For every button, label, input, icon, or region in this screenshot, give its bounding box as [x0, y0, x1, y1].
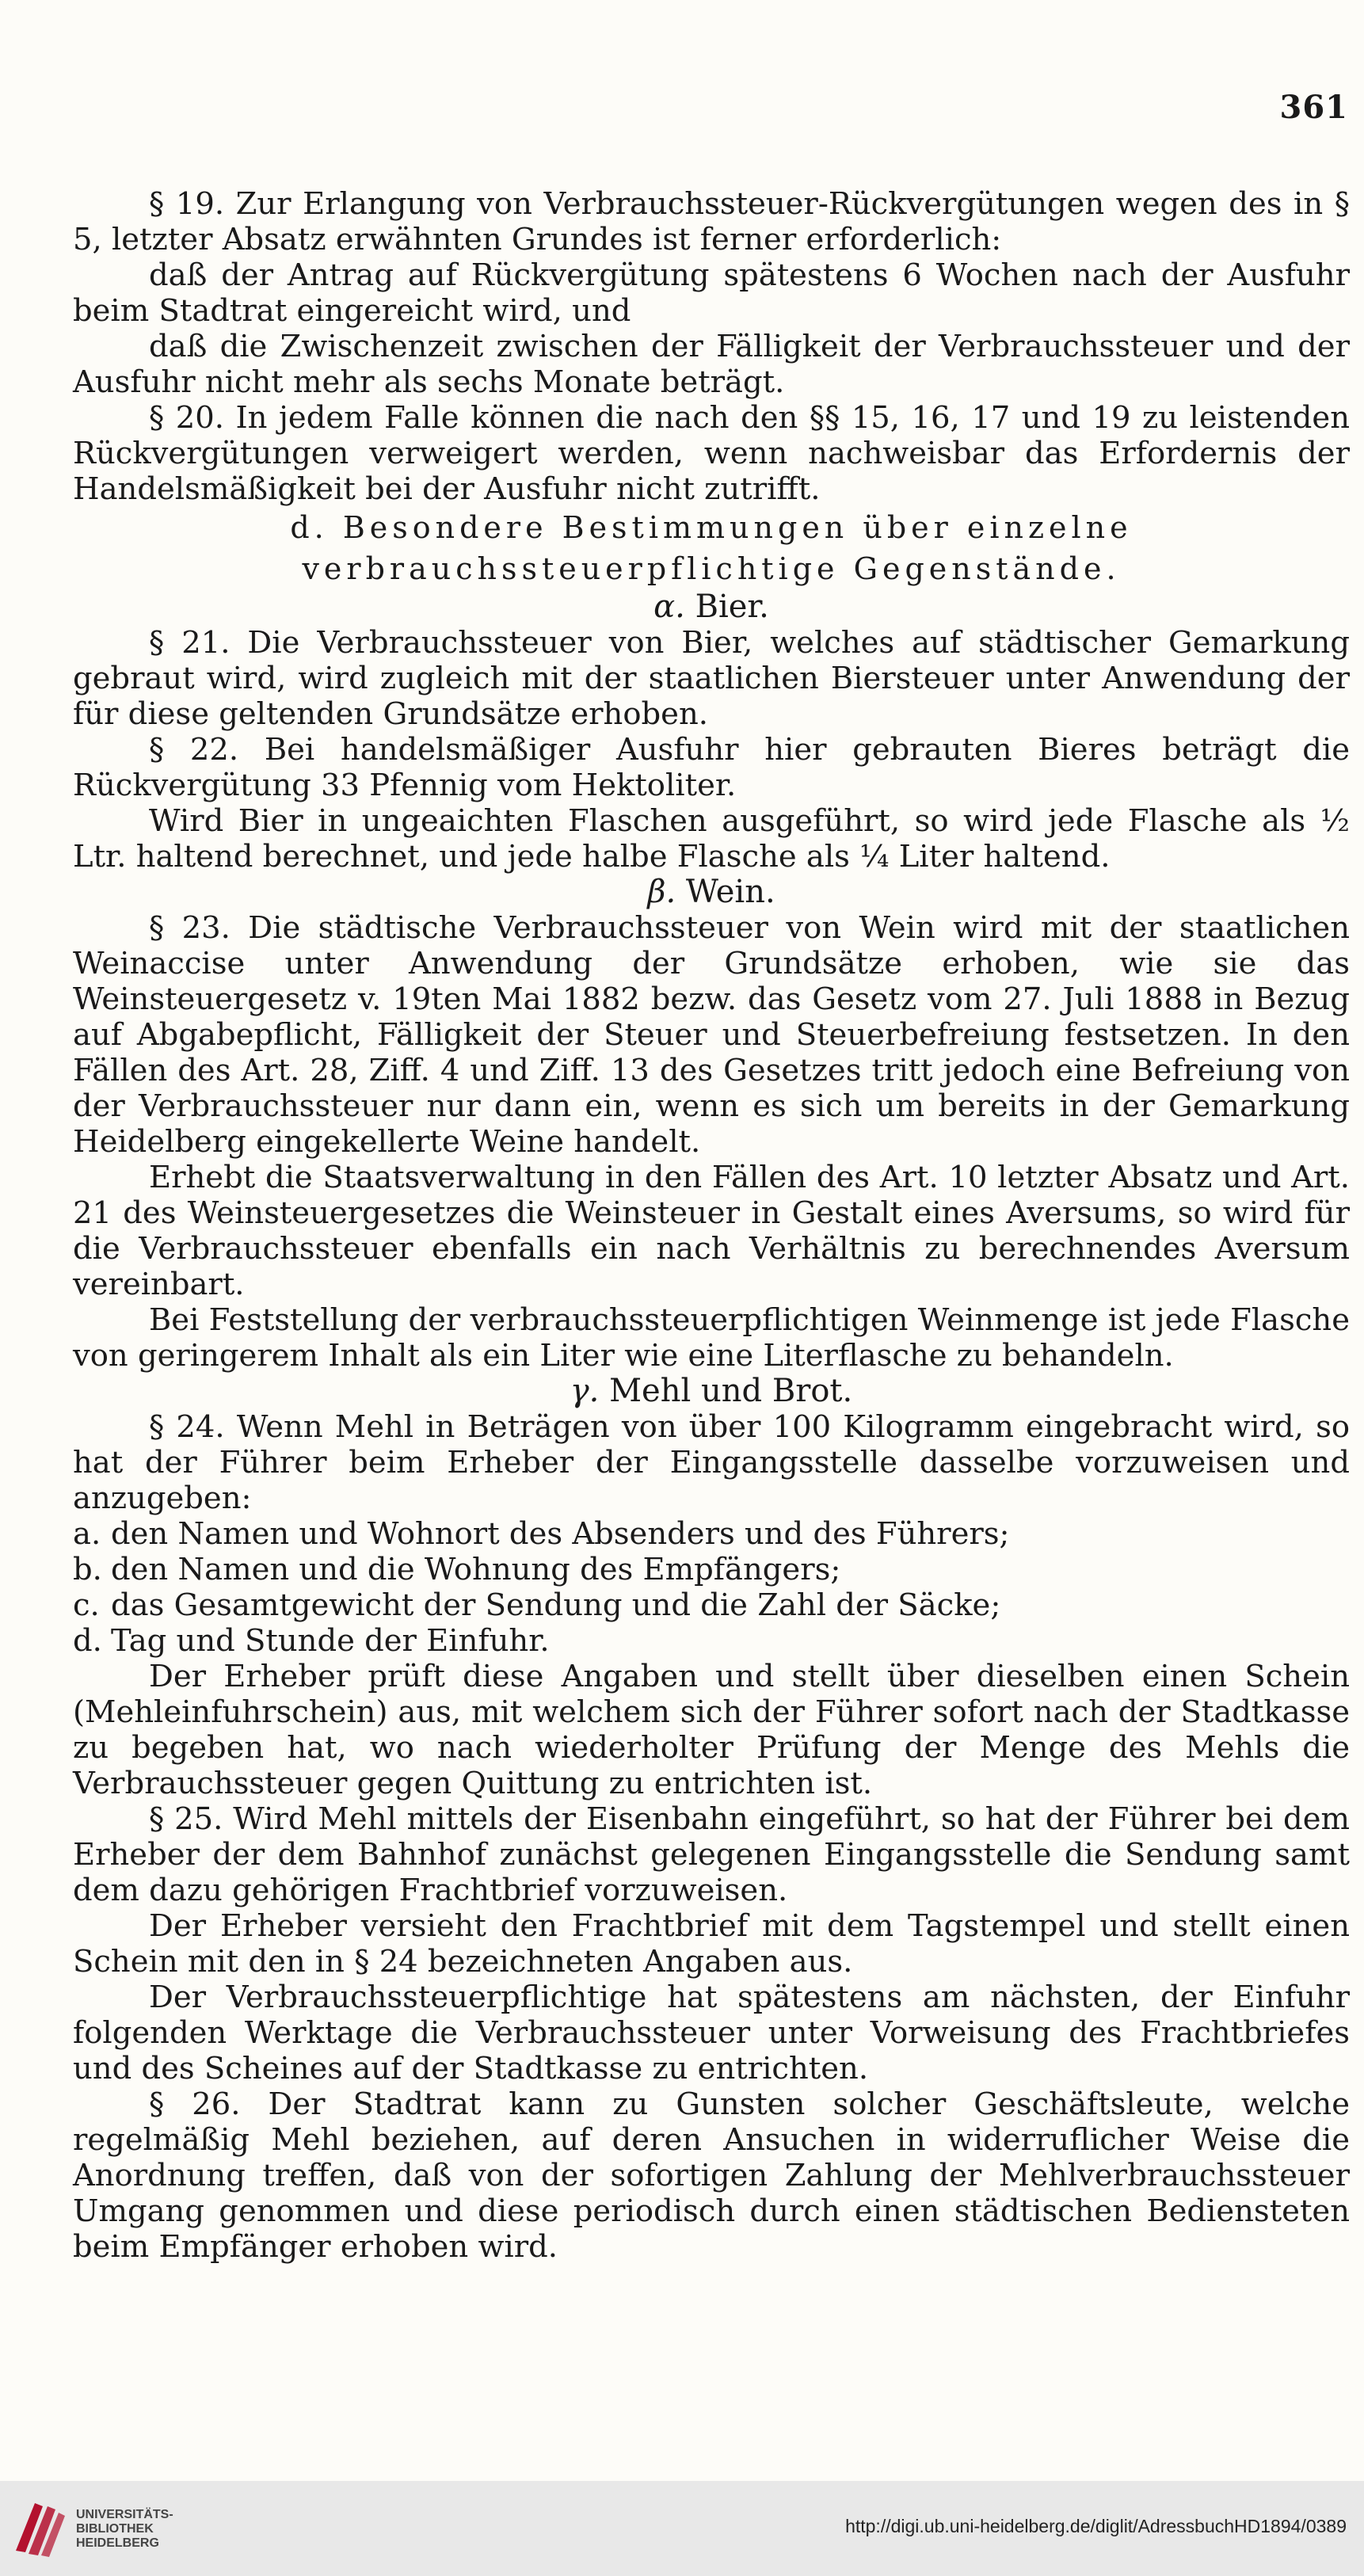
paragraph-25-final: Der Verbrauchssteuerpflichtige hat spätestens am nächsten, der Einfuhr folgenden Werktage die Verbrauchssteuer unter Vorweisung des Frachtbriefes und des Scheines auf der Stadtkasse zu entrichten.	[73, 1980, 1350, 2086]
document-body	[73, 186, 1350, 2265]
paragraph-22: § 22. Bei handelsmäßiger Ausfuhr hier gebrauten Bieres beträgt die Rückvergütung 33 Pfennig vom Hektoliter.	[73, 732, 1350, 803]
list-text: das Gesamtgewicht der Sendung und die Zahl der Säcke;	[111, 1587, 1001, 1623]
footer-bar	[0, 2481, 1364, 2576]
subheading-letter: γ.	[570, 1373, 600, 1409]
condition-1: daß der Antrag auf Rückvergütung spätestens 6 Wochen nach der Ausfuhr beim Stadtrat eingereicht wird, und	[73, 257, 1350, 329]
paragraph-21: § 21. Die Verbrauchssteuer von Bier, welches auf städtischer Gemarkung gebraut wird, wird zugleich mit der staatlichen Biersteuer unter Anwendung der für diese geltenden Grundsätze erhoben.	[73, 625, 1350, 732]
library-name: UNIVERSITÄTS- BIBLIOTHEK HEIDELBERG	[76, 2508, 173, 2550]
page-number: 361	[1279, 89, 1348, 126]
list-marker: d.	[73, 1623, 102, 1659]
paragraph-26: § 26. Der Stadtrat kann zu Gunsten solcher Geschäftsleute, welche regelmäßig Mehl beziehen, auf deren Ansuchen in widerruflicher Weise die Anordnung treffen, daß von der sofortigen Zahlung der Mehlverbrauchssteuer Umgang genommen und diese periodisch durch einen städtischen Bediensteten beim Empfänger erhoben wird.	[73, 2086, 1350, 2265]
paragraph-22-continued: Wird Bier in ungeaichten Flaschen ausgeführt, so wird jede Flasche als ½ Ltr. haltend berechnet, und jede halbe Flasche als ¼ Liter haltend.	[73, 803, 1350, 875]
paragraph-23: § 23. Die städtische Verbrauchssteuer von Wein wird mit der staatlichen Weinaccise unter Anwendung der Grundsätze erhoben, wie sie das Weinsteuergesetz v. 19ten Mai 1882 bezw. das Gesetz vom 27. Juli 1888 in Bezug auf Abgabepflicht, Fälligkeit der Steuer und Steuerbefreiung festsetzen. In den Fällen des Art. 28, Ziff. 4 und Ziff. 13 des Gesetzes tritt jedoch eine Befreiung von der Verbrauchssteuer nur dann ein, wenn es sich um bereits in der Gemarkung Heidelberg eingekellerte Weine handelt.	[73, 910, 1350, 1160]
subheading-mehl	[73, 1374, 1350, 1409]
list-marker: a.	[73, 1516, 101, 1552]
list-item	[73, 1516, 1350, 1552]
list-marker: b.	[73, 1552, 102, 1587]
list-item	[73, 1623, 1350, 1659]
paragraph-20: § 20. In jedem Falle können die nach den §§ 15, 16, 17 und 19 zu leistenden Rückvergütungen verweigert werden, wenn nachweisbar das Erfordernis der Handelsmäßigkeit bei der Ausfuhr nicht zutrifft.	[73, 400, 1350, 507]
source-url-link[interactable]: http://digi.ub.uni-heidelberg.de/diglit/AdressbuchHD1894/0389	[845, 2516, 1347, 2536]
list-text: den Namen und Wohnort des Absenders und des Führers;	[111, 1516, 1010, 1552]
list-text: den Namen und die Wohnung des Empfängers;	[111, 1552, 841, 1587]
paragraph-25-continued: Der Erheber versieht den Frachtbrief mit dem Tagstempel und stellt einen Schein mit den in § 24 bezeichneten Angaben aus.	[73, 1908, 1350, 1980]
list-item	[73, 1587, 1350, 1623]
subheading-letter: α.	[653, 589, 685, 625]
subheading-letter: β.	[647, 874, 676, 910]
library-logo-icon	[11, 2495, 68, 2559]
subheading-title: Wein.	[685, 874, 775, 910]
subheading-bier	[73, 589, 1350, 625]
paragraph-23-final: Bei Feststellung der verbrauchssteuerpflichtigen Weinmenge ist jede Flasche von geringerem Inhalt als ein Liter wie eine Literflasche zu behandeln.	[73, 1302, 1350, 1374]
list-marker: c.	[73, 1587, 100, 1623]
subheading-title: Mehl und Brot.	[609, 1373, 853, 1409]
section-heading-d: d. Besondere Bestimmungen über einzelne verbrauchssteuerpflichtige Gegenstände.	[290, 510, 1133, 586]
paragraph-23-continued: Erhebt die Staatsverwaltung in den Fällen des Art. 10 letzter Absatz und Art. 21 des Weinsteuergesetzes die Weinsteuer in Gestalt eines Aversums, so wird für die Verbrauchssteuer ebenfalls ein nach Verhältnis zu berechnendes Aversum vereinbart.	[73, 1160, 1350, 1302]
list-item	[73, 1552, 1350, 1587]
condition-2: daß die Zwischenzeit zwischen der Fälligkeit der Verbrauchssteuer und der Ausfuhr nicht mehr als sechs Monate beträgt.	[73, 329, 1350, 400]
list-text: Tag und Stunde der Einfuhr.	[111, 1623, 550, 1659]
subheading-wein	[73, 875, 1350, 910]
paragraph-19: § 19. Zur Erlangung von Verbrauchssteuer-Rückvergütungen wegen des in § 5, letzter Absatz erwähnten Grundes ist ferner erforderlich:	[73, 186, 1350, 257]
paragraph-24-continued: Der Erheber prüft diese Angaben und stellt über dieselben einen Schein (Mehleinfuhrschein) aus, mit welchem sich der Führer sofort nach der Stadtkasse zu begeben hat, wo nach wiederholter Prüfung der Menge des Mehls die Verbrauchssteuer gegen Quittung zu entrichten ist.	[73, 1659, 1350, 1801]
subheading-title: Bier.	[695, 589, 769, 625]
paragraph-24: § 24. Wenn Mehl in Beträgen von über 100 Kilogramm eingebracht wird, so hat der Führer beim Erheber der Eingangsstelle dasselbe vorzuweisen und anzugeben:	[73, 1409, 1350, 1516]
paragraph-25: § 25. Wird Mehl mittels der Eisenbahn eingeführt, so hat der Führer bei dem Erheber der dem Bahnhof zunächst gelegenen Eingangsstelle die Sendung samt dem dazu gehörigen Frachtbrief vorzuweisen.	[73, 1801, 1350, 1908]
